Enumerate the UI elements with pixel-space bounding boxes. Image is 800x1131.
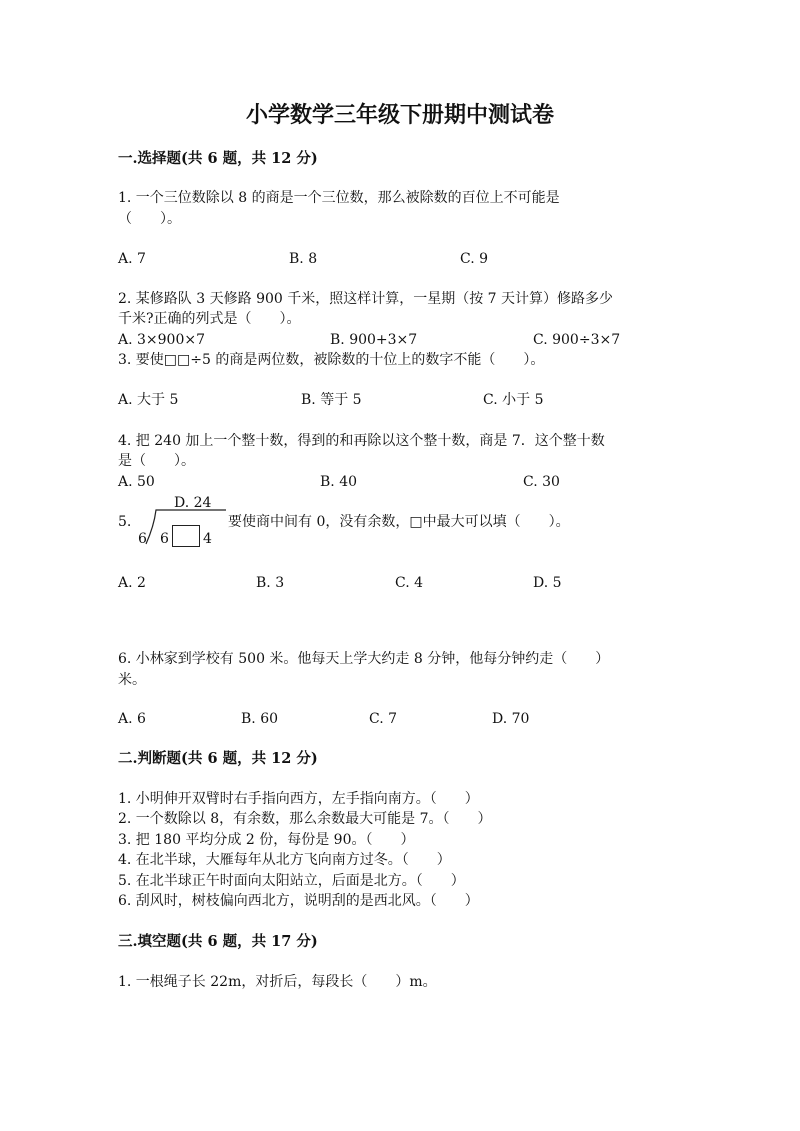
option-b: B. 900+3×7 xyxy=(330,332,418,348)
question-text: 3. 要使□□÷5 的商是两位数，被除数的十位上的数字不能（ ）。 xyxy=(118,352,545,368)
section-heading-judgement: 二.判断题(共 6 题，共 12 分) xyxy=(118,750,318,767)
option-b: B. 60 xyxy=(241,711,279,727)
divisor: 6 xyxy=(138,531,147,547)
option-c: C. 4 xyxy=(395,575,424,591)
option-c: C. 7 xyxy=(369,711,398,727)
option-c: C. 9 xyxy=(460,251,489,267)
list-item: 2. 一个数除以 8，有余数，那么余数最大可能是 7。（ ） xyxy=(118,811,492,827)
option-b: B. 8 xyxy=(289,251,318,267)
option-b: B. 40 xyxy=(320,474,358,490)
option-a: A. 大于 5 xyxy=(118,392,179,408)
question-text: 是（ ）。 xyxy=(118,453,195,469)
dividend-digit: 4 xyxy=(203,531,212,547)
list-item: 4. 在北半球，大雁每年从北方飞向南方过冬。（ ） xyxy=(118,852,451,868)
question-text: 千米?正确的列式是（ ）。 xyxy=(118,311,301,327)
list-item: 1. 一根绳子长 22m，对折后，每段长（ ）m。 xyxy=(118,974,437,990)
list-item: 3. 把 180 平均分成 2 份，每份是 90。（ ） xyxy=(118,832,415,848)
option-b: B. 等于 5 xyxy=(301,392,362,408)
question-text: 1. 一个三位数除以 8 的商是一个三位数，那么被除数的百位上不可能是 xyxy=(118,190,560,206)
question-text: 米。 xyxy=(118,672,146,688)
page-title: 小学数学三年级下册期中测试卷 xyxy=(245,102,554,128)
section-heading-choice: 一.选择题(共 6 题，共 12 分) xyxy=(118,150,318,167)
option-c: C. 30 xyxy=(523,474,560,490)
question-number: 5. xyxy=(118,514,132,530)
question-text: 6. 小林家到学校有 500 米。他每天上学大约走 8 分钟，他每分钟约走（ ） xyxy=(118,651,610,667)
option-d: D. 70 xyxy=(492,711,530,727)
option-b: B. 3 xyxy=(256,575,285,591)
blank-box xyxy=(172,525,200,547)
option-a: A. 2 xyxy=(118,575,146,591)
question-text: （ ）。 xyxy=(118,211,181,227)
option-c: C. 900÷3×7 xyxy=(533,332,621,348)
option-a: A. 3×900×7 xyxy=(118,332,206,348)
option-a: A. 50 xyxy=(118,474,155,490)
option-d: D. 5 xyxy=(533,575,562,591)
option-c: C. 小于 5 xyxy=(483,392,544,408)
list-item: 6. 刮风时，树枝偏向西北方，说明刮的是西北风。（ ） xyxy=(118,893,479,909)
list-item: 5. 在北半球正午时面向太阳站立，后面是北方。（ ） xyxy=(118,873,465,889)
option-d: D. 24 xyxy=(174,495,212,511)
option-a: A. 6 xyxy=(118,711,146,727)
question-text: 2. 某修路队 3 天修路 900 千米，照这样计算，一星期（按 7 天计算）修路多少 xyxy=(118,291,614,307)
option-a: A. 7 xyxy=(118,251,146,267)
question-text: 要使商中间有 0，没有余数，□中最大可以填（ ）。 xyxy=(228,514,570,530)
dividend-digit: 6 xyxy=(160,531,169,547)
section-heading-fill-blank: 三.填空题(共 6 题，共 17 分) xyxy=(118,933,318,950)
question-text: 4. 把 240 加上一个整十数，得到的和再除以这个整十数，商是 7．这个整十数 xyxy=(118,433,605,449)
list-item: 1. 小明伸开双臂时右手指向西方，左手指向南方。（ ） xyxy=(118,791,479,807)
